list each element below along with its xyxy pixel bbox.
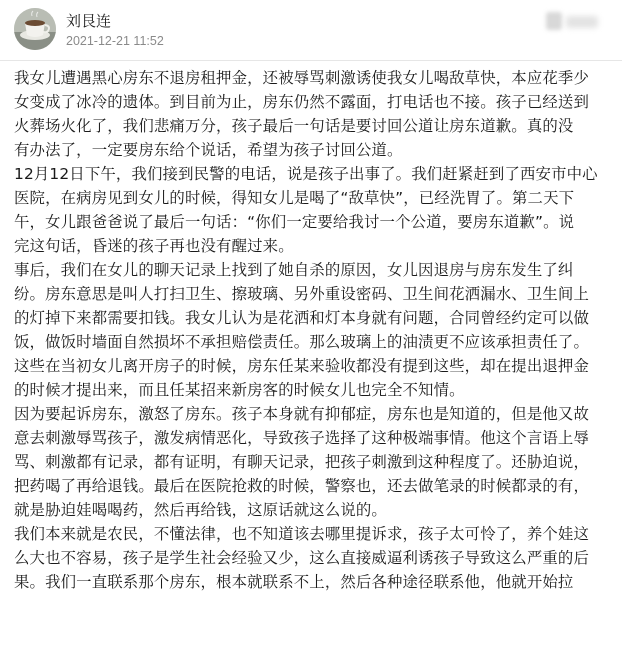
text-line: 就是胁迫娃喝喝药，然后再给钱，这原话就这么说的。: [14, 501, 387, 519]
text-line: 12月12日下午，我们接到民警的电话，说是孩子出事了。我们赶紧赶到了西安市中心: [14, 165, 598, 183]
text-line: 因为要起诉房东，激怒了房东。孩子本身就有抑郁症，房东也是知道的，但是他又故: [14, 405, 590, 423]
author-name[interactable]: 刘艮连: [66, 12, 112, 30]
text-line: 我女儿遭遇黑心房东不退房租押金，还被辱骂刺激诱使我女儿喝敌草快，本应花季少: [14, 69, 590, 87]
text-line: 的灯掉下来都需要扣钱。我女儿认为是花洒和灯本身就有问题，合同曾经约定可以做: [14, 309, 590, 327]
text-line: 把药喝了再给退钱。最后在医院抢救的时候，警察也，还去做笔录的时候都录的有，: [14, 477, 590, 495]
coffee-cup-icon: [14, 8, 56, 50]
text-line: 事后，我们在女儿的聊天记录上找到了她自杀的原因，女儿因退房与房东发生了纠: [14, 261, 574, 279]
text-line: 我们本来就是农民，不懂法律，也不知道该去哪里提诉求，孩子太可怜了，养个娃这: [14, 525, 590, 543]
post-timestamp: 2021-12-21 11:52: [66, 34, 164, 48]
avatar[interactable]: [14, 8, 56, 50]
post-header: [14, 6, 614, 56]
text-line: 火葬场火化了，我们悲痛万分，孩子最后一句话是要讨回公道让房东道歉。真的没: [14, 117, 574, 135]
text-line: 午，女儿跟爸爸说了最后一句话：“你们一定要给我讨一个公道，要房东道歉”。说: [14, 213, 575, 231]
text-line: 的时候才提出来，而且任某招来新房客的时候女儿也完全不知情。: [14, 381, 465, 399]
text-line: 果。我们一直联系那个房东，根本就联系不上，然后各种途径联系他，他就开始拉: [14, 573, 574, 591]
text-line: 医院，在病房见到女儿的时候，得知女儿是喝了“敌草快”，已经洗胃了。第二天下: [14, 189, 575, 207]
text-line: 骂、刺激都有记录，都有证明，有聊天记录，把孩子刺激到这种程度了。还胁迫说，: [14, 453, 590, 471]
post-body: [14, 66, 612, 594]
blurred-badge-icon: [542, 10, 602, 32]
text-line: 意去刺激辱骂孩子，激发病情恶化，导致孩子选择了这种极端事情。他这个言语上辱: [14, 429, 590, 447]
text-line: 纷。房东意思是叫人打扫卫生、擦玻璃、另外重设密码、卫生间花洒漏水、卫生间上: [14, 285, 590, 303]
text-line: 完这句话，昏迷的孩子再也没有醒过来。: [14, 237, 294, 255]
text-line: 有办法了，一定要房东给个说话，希望为孩子讨回公道。: [14, 141, 403, 159]
text-line: 饭，做饭时墙面自然损坏不承担赔偿责任。那么玻璃上的油渍更不应该承担责任了。: [14, 333, 590, 351]
text-line: 么大也不容易，孩子是学生社会经验又少，这么直接威逼利诱孩子导致这么严重的后: [14, 549, 590, 567]
text-line: 女变成了冰冷的遗体。到目前为止，房东仍然不露面，打电话也不接。孩子已经送到: [14, 93, 590, 111]
text-line: 这些在当初女儿离开房子的时候，房东任某来验收都没有提到这些，却在提出退押金: [14, 357, 590, 375]
header-divider: [0, 60, 622, 61]
